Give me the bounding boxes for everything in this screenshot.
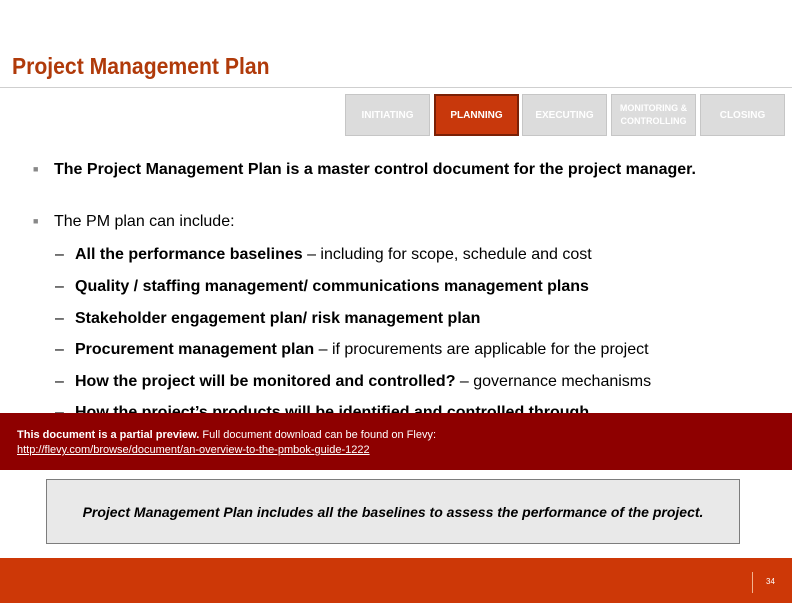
dash-icon: – [55,373,64,390]
phase-initiating: INITIATING [345,94,430,136]
dash-icon: – [55,341,64,358]
preview-text: Full document download can be found on Flevy: [199,429,437,441]
preview-notice: This document is a partial preview. [17,429,200,441]
bullet-square-icon: ■ [33,164,39,174]
dash-icon: – [55,278,64,295]
dash-icon: – [55,246,64,263]
bullet-square-icon: ■ [33,216,39,226]
preview-banner [0,413,792,470]
footer-divider [752,572,753,593]
dash-icon: – [55,310,64,327]
phase-closing: CLOSING [700,94,785,136]
footer-bar [0,558,792,603]
page-number: 34 [766,577,775,586]
phase-executing: EXECUTING [522,94,607,136]
phase-monitoring-controlling: MONITORING & CONTROLLING [611,94,696,136]
phase-planning: PLANNING [434,94,519,136]
download-link[interactable]: http://flevy.com/browse/document/an-overview-to-the-pmbok-guide-1222 [17,444,370,456]
title-divider [0,87,792,88]
slide-title: Project Management Plan [12,53,270,79]
summary-callout: Project Management Plan includes all the baselines to assess the performance of the project. [46,479,740,544]
